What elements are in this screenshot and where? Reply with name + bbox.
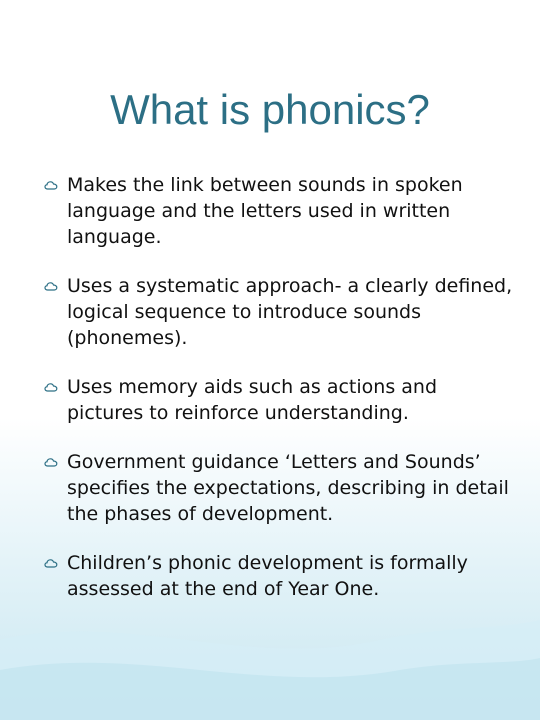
cloud-bullet-icon	[44, 455, 58, 469]
bullet-item	[44, 374, 514, 426]
bullet-text: Uses a systematic approach- a clearly defined, logical sequence to introduce sounds (phonemes).	[67, 275, 513, 349]
bullet-item	[44, 172, 514, 250]
cloud-bullet-icon	[44, 380, 58, 394]
bullet-item	[44, 449, 514, 527]
bullet-text: Children’s phonic development is formally assessed at the end of Year One.	[67, 552, 468, 600]
bullet-text: Uses memory aids such as actions and pictures to reinforce understanding.	[67, 376, 437, 424]
bullet-list	[44, 172, 514, 625]
cloud-bullet-icon	[44, 556, 58, 570]
bullet-item	[44, 273, 514, 351]
cloud-bullet-icon	[44, 279, 58, 293]
bullet-text: Government guidance ‘Letters and Sounds’ specifies the expectations, describing in detail the phases of development.	[67, 451, 509, 525]
slide-title: What is phonics?	[110, 86, 430, 133]
cloud-bullet-icon	[44, 178, 58, 192]
bullet-item	[44, 550, 514, 602]
bullet-text: Makes the link between sounds in spoken language and the letters used in written language.	[67, 174, 463, 248]
